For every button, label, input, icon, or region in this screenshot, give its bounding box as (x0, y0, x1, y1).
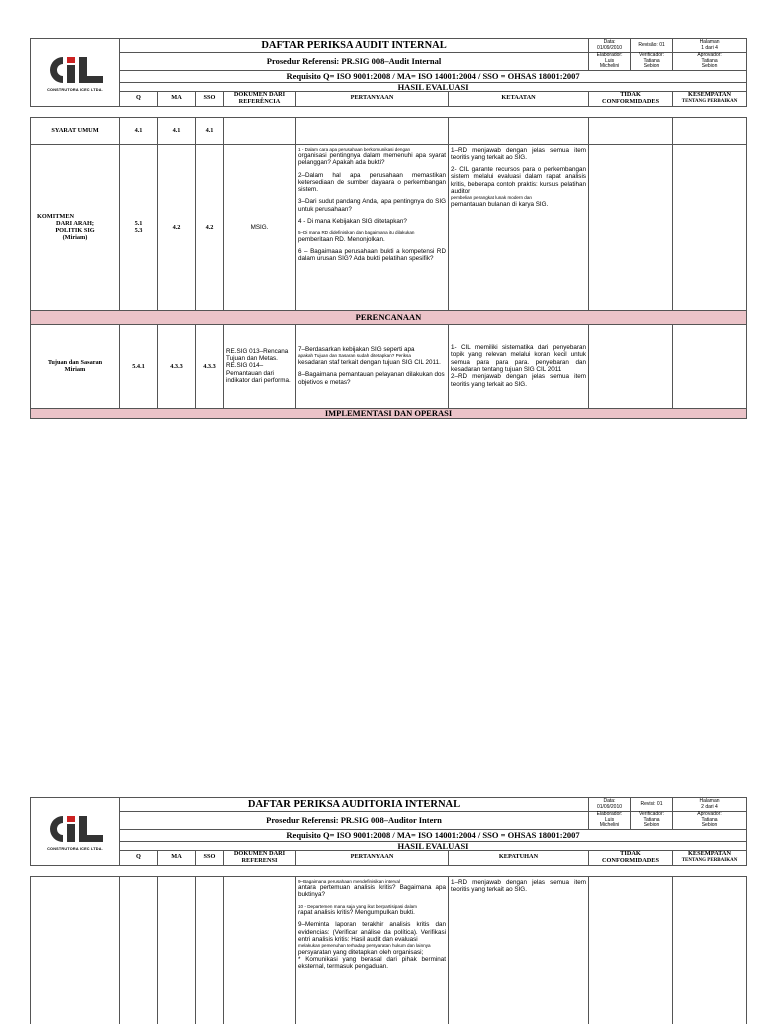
cell-ma (158, 876, 196, 1024)
page-title: DAFTAR PERIKSA AUDITORIA INTERNAL (120, 798, 589, 812)
meta-page: Halaman 2 dari 4 (673, 798, 747, 812)
procedure-reference: Prosedur Referensi: PR.SIG 008–Audit Internal (120, 53, 589, 71)
row-label-syarat-umum: SYARAT UMUM (31, 117, 120, 144)
cell-ketaatan: 1- CIL memiliki sistematika dari penyebaran topik yang relevan melalui koran kecil untuk semua para para para. penyebaran dan kesadaran tentang tujuan SIG CIL 2011 2–RD menjawab dengan jelas semua item teoritis yang terkait ao SIG. (449, 324, 589, 408)
logo-subtitle: CONSTRUTORA ICEC LTDA. (47, 846, 103, 851)
col-dokumen: DOKUMEN DARI REFERÊNCIA (224, 91, 296, 106)
cell-ma: 4.1 (158, 117, 196, 144)
table-row (31, 117, 747, 144)
meta-aprovador: Aprovador: Tatiana Sebion (673, 812, 747, 830)
cell-ma: 4.3.3 (158, 324, 196, 408)
cell-dokumen (224, 117, 296, 144)
col-q: Q (120, 850, 158, 865)
cell-sso: 4.1 (196, 117, 224, 144)
col-pertanyaan: PERTANYAAN (296, 850, 449, 865)
meta-verificador: Verificador: Tatiana Sebion (631, 812, 673, 830)
cil-logo-icon (43, 53, 107, 87)
cell-tidak (589, 324, 673, 408)
audit-page-2 (30, 797, 746, 1024)
cell-label (31, 876, 120, 1024)
cell-pertanyaan: 1 - Dalam cara apa perusahaan berkomunikasi dengan organisasi pentingnya dalam memenuhi apa syarat pelanggan? Apakah ada bukti? 2–Dalam hal apa perusahaan memastikan ketersediaan de sumber dayaara o perkembangan sistem. 3–Dari sudut pandang Anda, apa pentingnya do SIG untuk perusahaan? 4 - Di mana Kebijakan SIG ditetapkan? 5–Di mana RD didefinisikan dan bagaimana itu dilakukan pemberitaan RD. Menonjolkan. 6 – Bagaimaaa perusahaan bukti a kompetensi RD dalam urusan SIG? Ada bukti pelatihan spesifik? (296, 144, 449, 310)
row-label-tujuan: Tujuan dan Sasaran Miriam (31, 324, 120, 408)
cell-q: 5.1 5.3 (120, 144, 158, 310)
col-kesempatan: KESEMPATAN TENTANG PERBAIKAN (673, 91, 747, 106)
col-sso: SSO (196, 850, 224, 865)
meta-elaborador: Elaborador: Luis Michelini (589, 53, 631, 71)
requisite-line: Requisito Q= ISO 9001:2008 / MA= ISO 14001:2004 / SSO = OHSAS 18001:2007 (120, 829, 747, 841)
page1-header-table (30, 38, 747, 107)
cell-q: 5.4.1 (120, 324, 158, 408)
meta-data-date: Data: 01/09/2010 (589, 798, 631, 812)
cell-sso: 4.2 (196, 144, 224, 310)
company-logo (31, 798, 120, 866)
meta-revision: Revisão: 01 (631, 39, 673, 53)
section-implementasi: IMPLEMENTASI DAN OPERASI (31, 408, 747, 418)
section-perencanaan: PERENCANAAN (31, 310, 747, 324)
col-tidak: TIDAK CONFORMIDADES (589, 850, 673, 865)
cell-pertanyaan: 9–Bagaimana perusahaan mendefinisikan interval antara pertemuan analisis kritis? Bagaimana apa buktinya? 10 - Departemen mana saja yang ikut berpartisipasi dalam rapat analisis kritis? Mengumpulkan bukti. 9–Meminta laporan terakhir analisis kritis dan evidencias: (Verificar análise da política). Verifikasi entri analisis kritis: Hasil audit dan evaluasi melakukan pemenuhan terhadap persyaratan hukum dan lainnya persyaratan yang ditetapkan oleh organisasi; * Komunikasi yang berasal dari pihak berminat eksternal, termasuk pengaduan. (296, 876, 449, 1024)
page1-body-table (30, 117, 747, 419)
meta-elaborador: Elaborador: Luis Michelini (589, 812, 631, 830)
table-row (31, 324, 747, 408)
page2-header-table (30, 797, 747, 866)
cell-kesempatan (673, 144, 747, 310)
cell-dokumen: RE.SIG 013–Rencana Tujuan dan Metas. RE.SIG 014–Pemantauan dari indikator dari performa. (224, 324, 296, 408)
cell-sso: 4.3.3 (196, 324, 224, 408)
col-kepatuhan: KEPATUHAN (449, 850, 589, 865)
cell-kesempatan (673, 324, 747, 408)
col-ketaatan: KETAATAN (449, 91, 589, 106)
col-ma: MA (158, 91, 196, 106)
col-pertanyaan: PERTANYAAN (296, 91, 449, 106)
cell-ma: 4.2 (158, 144, 196, 310)
cell-q (120, 876, 158, 1024)
company-logo (31, 39, 120, 107)
col-ma: MA (158, 850, 196, 865)
meta-revision: Revisi: 01 (631, 798, 673, 812)
table-row (31, 876, 747, 1024)
cell-kesempatan (673, 117, 747, 144)
meta-data-date: Data: 01/09/2010 (589, 39, 631, 53)
logo-subtitle: CONSTRUTORA ICEC LTDA. (47, 87, 103, 92)
cell-ketaatan: 1–RD menjawab dengan jelas semua item teoritis yang terkait ao SIG. 2- CIL garante recursos para o perkembangan sistem melalui evaluasi dalam rapat analisis kritis, beberapa contoh praktis: kursus pelatihan auditor pembelian perangkat lunak modern dan pemantauan bulanan di karya SIG. (449, 144, 589, 310)
requisite-line: Requisito Q= ISO 9001:2008 / MA= ISO 14001:2004 / SSO = OHSAS 18001:2007 (120, 70, 747, 82)
cell-q: 4.1 (120, 117, 158, 144)
cell-tidak (589, 144, 673, 310)
cell-tidak (589, 117, 673, 144)
evaluation-result-heading: HASIL EVALUASI (120, 82, 747, 91)
procedure-reference: Prosedur Referensi: PR.SIG 008–Auditor Intern (120, 812, 589, 830)
page2-body-table (30, 876, 747, 1024)
evaluation-result-heading: HASIL EVALUASI (120, 841, 747, 850)
col-sso: SSO (196, 91, 224, 106)
col-q: Q (120, 91, 158, 106)
cil-logo-icon (43, 812, 107, 846)
meta-verificador: Verificador: Tatiana Sebion (631, 53, 673, 71)
cell-ketaatan (449, 117, 589, 144)
cell-dokumen: MSIG. (224, 144, 296, 310)
row-label-komitmen: KOMITMEN DARI ARAH; POLITIK SIG (Miriam) (31, 144, 120, 310)
col-tidak: TIDAK CONFORMIDADES (589, 91, 673, 106)
meta-aprovador: Aprovador: Tatiana Sebion (673, 53, 747, 71)
cell-kesempatan (673, 876, 747, 1024)
table-row (31, 144, 747, 310)
cell-pertanyaan: 7–Berdasarkan kebijakan SIG seperti apa apakah Tujuan dan Sasaran sudah ditetapkan? Periksa kesadaran staf terkait dengan tujuan SIG CIL 2011. 8–Bagaimana pemantauan pelayanan dilakukan dos objetivos e metas? (296, 324, 449, 408)
cell-sso (196, 876, 224, 1024)
cell-dokumen (224, 876, 296, 1024)
page-title: DAFTAR PERIKSA AUDIT INTERNAL (120, 39, 589, 53)
cell-pertanyaan (296, 117, 449, 144)
cell-kepatuhan: 1–RD menjawab dengan jelas semua item teoritis yang terkait ao SIG. (449, 876, 589, 1024)
col-kesempatan: KESEMPATAN TENTANG PERBAIKAN (673, 850, 747, 865)
col-dokumen: DOKUMEN DARI REFERENSI (224, 850, 296, 865)
meta-page: Halaman 1 dari 4 (673, 39, 747, 53)
cell-tidak (589, 876, 673, 1024)
audit-page-1 (30, 38, 746, 419)
